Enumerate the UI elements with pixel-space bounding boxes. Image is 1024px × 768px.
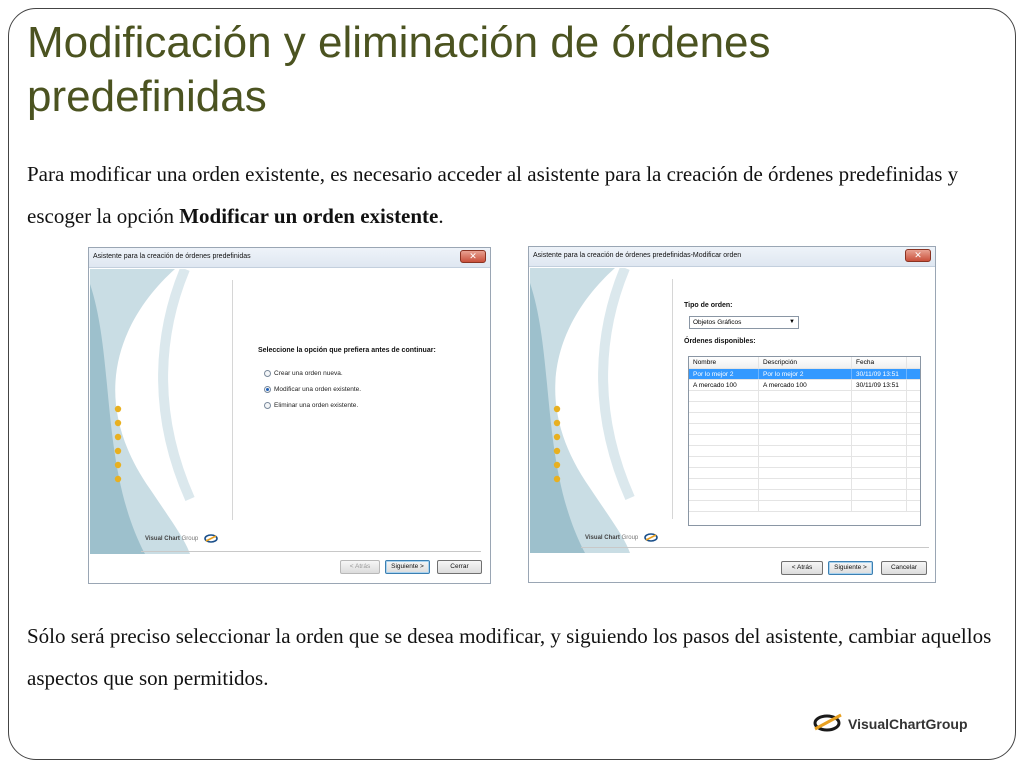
table-row[interactable]: Por lo mejor 2 Por lo mejor 2 30/11/09 13:51 [689,369,920,380]
brand-label: Visual Chart Group [145,534,218,545]
intro-text: Para modificar una orden existente, es necesario acceder al asistente para la creación de órdenes predefinidas y escoger la opción [27,162,959,228]
window-title: Asistente para la creación de órdenes predefinidas-Modificar orden [533,252,742,259]
back-button[interactable]: < Atrás [340,560,380,574]
dropdown-arrow-icon[interactable]: ▼ [789,319,795,325]
close-button[interactable]: ✕ [460,250,486,263]
options-heading: Seleccione la opción que prefiera antes de continuar: [258,347,436,354]
outro-paragraph: Sólo será preciso seleccionar la orden que se desea modificar, y siguiendo los pasos del asistente, cambiar aquellos aspectos que son permitidos. [27,624,992,690]
visualchart-logo-icon [644,533,658,544]
wizard-dialog-options [88,247,491,584]
footer-brand-text: VisualChartGroup [848,715,968,732]
order-type-select[interactable]: Objetos Gráficos ▼ [689,316,799,329]
footer-divider [141,551,481,552]
progress-dots [530,268,670,553]
intro-end: . [438,204,444,228]
next-button[interactable]: Siguiente > [828,561,873,575]
slide-title: Modificación y eliminación de órdenes predefinidas [27,18,771,121]
column-header-filler [907,357,920,368]
empty-row [689,490,920,501]
radio-create-order[interactable]: Crear una orden nueva. [264,370,343,377]
cancel-button[interactable]: Cancelar [881,561,927,575]
column-header-fecha[interactable]: Fecha [852,357,907,368]
empty-row [689,457,920,468]
radio-indicator[interactable] [264,402,271,409]
radio-modify-order[interactable]: Modificar una orden existente. [264,386,361,393]
empty-row [689,468,920,479]
empty-row [689,413,920,424]
empty-row [689,479,920,490]
visualchart-logo-icon [812,712,846,735]
column-header-nombre[interactable]: Nombre [689,357,759,368]
empty-row [689,446,920,457]
wizard-side-graphic [530,268,670,553]
window-title: Asistente para la creación de órdenes predefinidas [93,253,251,260]
radio-indicator-selected[interactable] [264,386,271,393]
empty-row [689,391,920,402]
order-type-label: Tipo de orden: [684,302,733,309]
visualchart-logo-icon [204,534,218,545]
titlebar [89,248,490,268]
back-button[interactable]: < Atrás [781,561,823,575]
wizard-dialog-modify [528,246,936,583]
progress-dots [90,269,230,554]
intro-bold-option: Modificar un orden existente [179,204,439,228]
wizard-side-graphic [90,269,230,554]
next-button[interactable]: Siguiente > [385,560,430,574]
available-orders-label: Órdenes disponibles: [684,338,756,345]
empty-row [689,424,920,435]
visualchartgroup-logo [812,712,968,735]
orders-table [688,356,921,526]
empty-row [689,501,920,512]
panel-divider [232,280,233,520]
radio-indicator[interactable] [264,370,271,377]
brand-label: Visual Chart Group [585,533,658,544]
empty-row [689,402,920,413]
intro-paragraph [27,153,1012,237]
close-dialog-button[interactable]: Cerrar [437,560,482,574]
table-row[interactable]: A mercado 100 A mercado 100 30/11/09 13:51 [689,380,920,391]
close-button[interactable]: ✕ [905,249,931,262]
titlebar [529,247,935,267]
radio-delete-order[interactable]: Eliminar una orden existente. [264,402,358,409]
empty-row [689,435,920,446]
table-header [689,357,920,369]
column-header-descripcion[interactable]: Descripción [759,357,852,368]
panel-divider [672,279,673,519]
footer-divider [581,547,929,548]
